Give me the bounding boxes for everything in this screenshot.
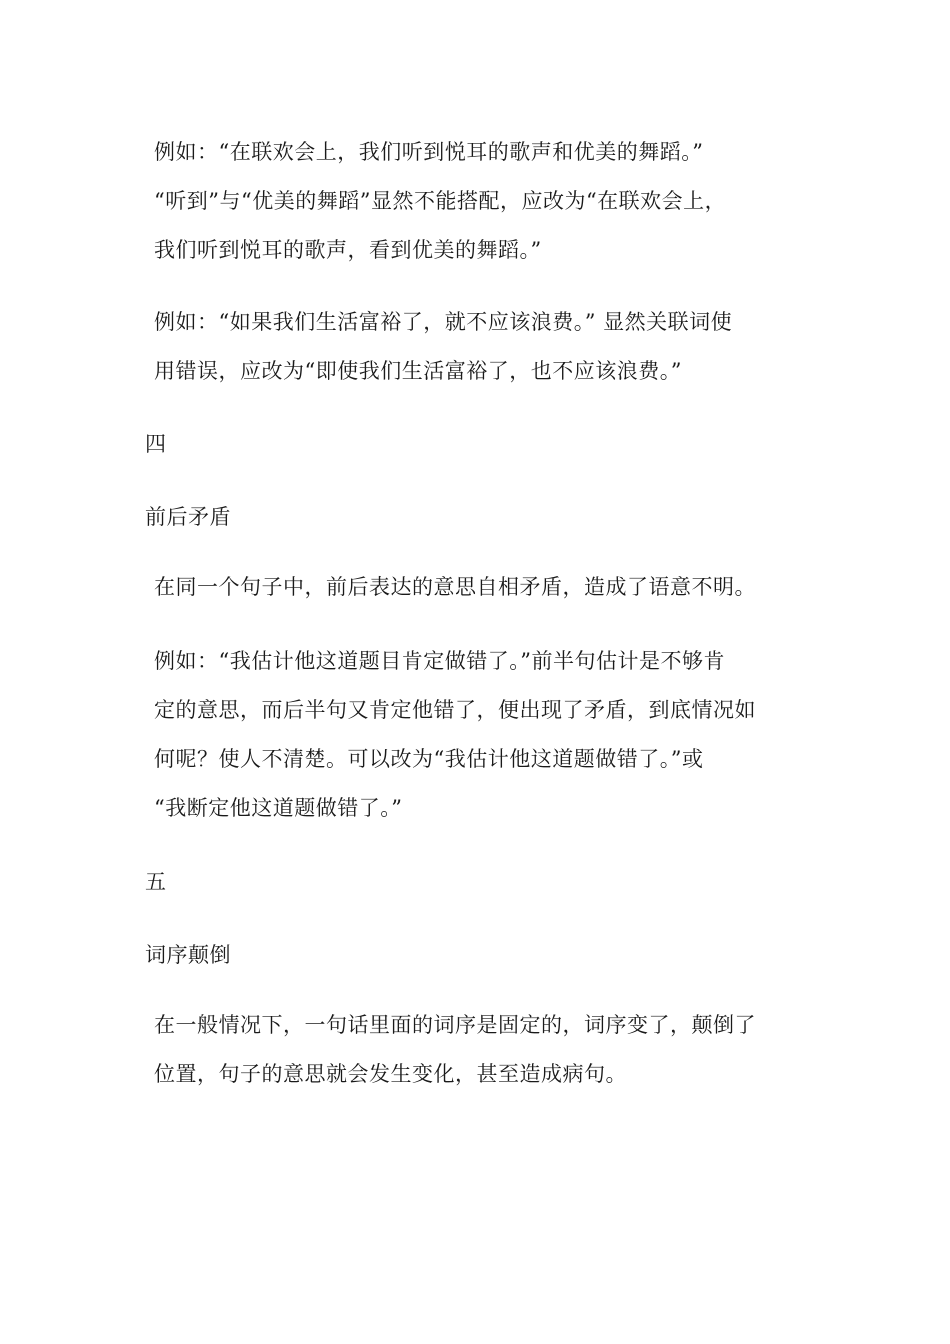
- section-5-title: 词序颠倒: [145, 943, 231, 967]
- text-line: 在一般情况下，一句话里面的词序是固定的，词序变了，颠倒了: [154, 1013, 756, 1037]
- text-line: 例如：“如果我们生活富裕了，就不应该浪费。” 显然关联词使: [154, 310, 733, 334]
- section-5-number: 五: [145, 870, 167, 894]
- text-line: “我断定他这道题做错了。”: [154, 796, 403, 820]
- text-line: 位置，句子的意思就会发生变化，甚至造成病句。: [154, 1062, 627, 1086]
- section-4-number: 四: [145, 432, 167, 456]
- text-line: 我们听到悦耳的歌声，看到优美的舞蹈。”: [154, 238, 542, 262]
- text-line: 例如：“在联欢会上，我们听到悦耳的歌声和优美的舞蹈。”: [154, 140, 704, 164]
- example-paragraph-conjunction: [154, 298, 799, 396]
- text-line: “听到”与“优美的舞蹈”显然不能搭配，应改为“在联欢会上，: [154, 189, 727, 213]
- text-line: 例如：“我估计他这道题目肯定做错了。”前半句估计是不够肯: [154, 649, 725, 673]
- text-line: 何呢？使人不清楚。可以改为“我估计他这道题做错了。”或: [154, 747, 704, 771]
- example-paragraph-collocation: [154, 128, 799, 275]
- text-line: 定的意思，而后半句又肯定他错了，便出现了矛盾，到底情况如: [154, 698, 756, 722]
- section-5-definition: [154, 1001, 799, 1099]
- text-line: 用错误，应改为“即使我们生活富裕了，也不应该浪费。”: [154, 359, 682, 383]
- section-4-title: 前后矛盾: [145, 505, 231, 529]
- section-4-example: [154, 637, 799, 833]
- section-4-definition: [154, 563, 799, 612]
- text-line: 在同一个句子中，前后表达的意思自相矛盾，造成了语意不明。: [154, 575, 756, 599]
